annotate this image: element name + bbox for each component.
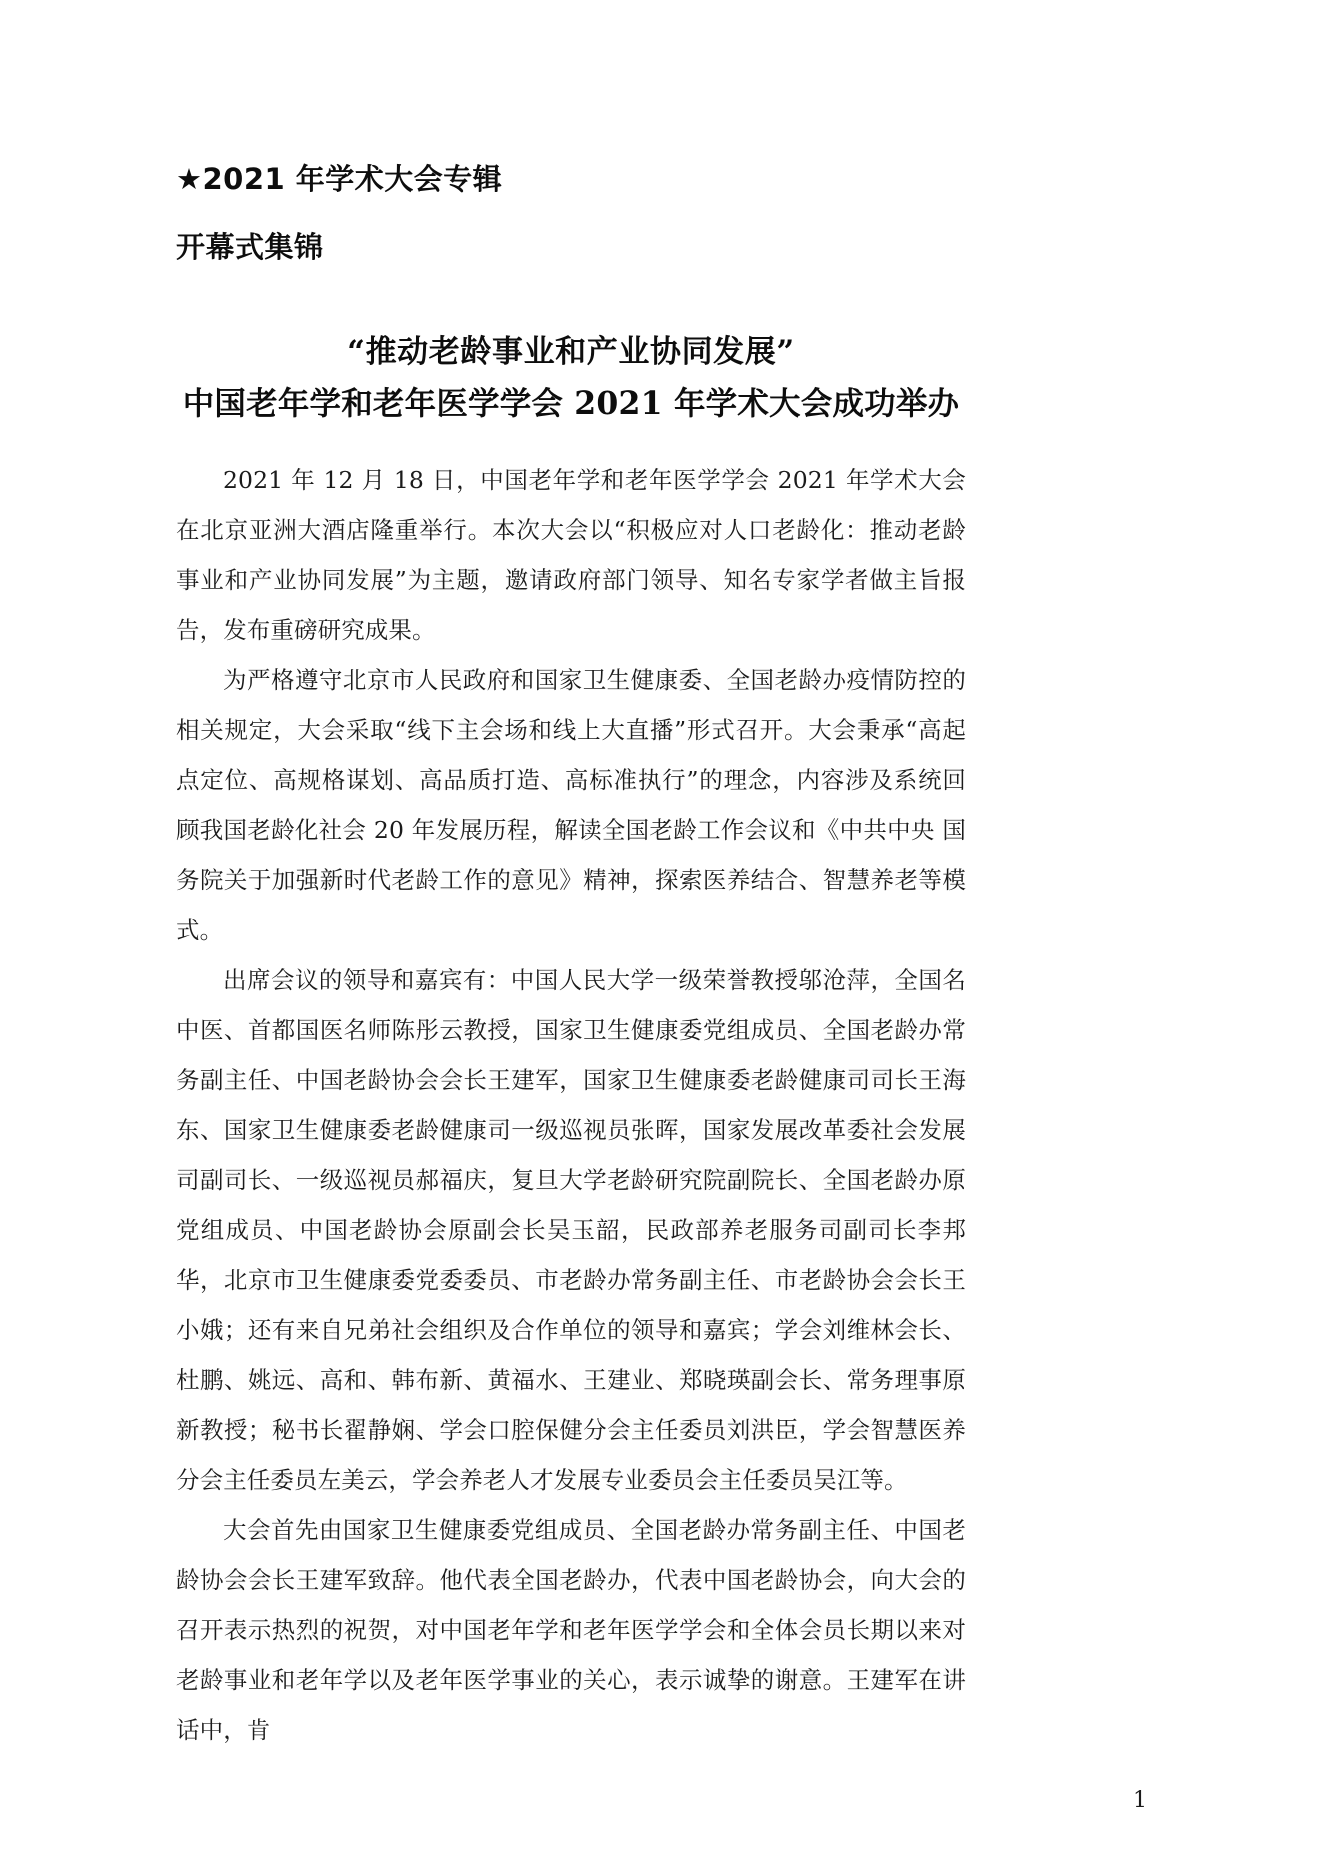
article-title [176, 327, 966, 428]
body-paragraph: 大会首先由国家卫生健康委党组成员、全国老龄办常务副主任、中国老龄协会会长王建军致辞。他代表全国老龄办，代表中国老龄协会，向大会的召开表示热烈的祝贺，对中国老年学和老年医学学会和全体会员长期以来对老龄事业和老年学以及老年医学事业的关心，表示诚挚的谢意。王建军在讲话中，肯 [176, 1515, 966, 1744]
article-title-line-2: 中国老年学和老年医学学会 2021 年学术大会成功举办 [182, 384, 960, 422]
section-kicker-special-issue: ★2021 年学术大会专辑 [176, 162, 503, 196]
page-content [176, 0, 966, 1755]
page-number: 1 [1133, 1788, 1147, 1813]
section-kicker-opening-ceremony: 开幕式集锦 [176, 230, 324, 265]
article-title-line-1: “推动老龄事业和产业协同发展” [347, 334, 795, 371]
body-paragraph: 出席会议的领导和嘉宾有：中国人民大学一级荣誉教授邬沧萍，全国名中医、首都国医名师陈彤云教授，国家卫生健康委党组成员、全国老龄办常务副主任、中国老龄协会会长王建军，国家卫生健康委老龄健康司司长王海东、国家卫生健康委老龄健康司一级巡视员张晖，国家发展改革委社会发展司副司长、一级巡视员郝福庆，复旦大学老龄研究院副院长、全国老龄办原党组成员、中国老龄协会原副会长吴玉韶，民政部养老服务司副司长李邦华，北京市卫生健康委党委委员、市老龄办常务副主任、市老龄协会会长王小娥；还有来自兄弟社会组织及合作单位的领导和嘉宾；学会刘维林会长、杜鹏、姚远、高和、韩布新、黄福水、王建业、郑晓瑛副会长、常务理事原新教授；秘书长翟静娴、学会口腔保健分会主任委员刘洪臣，学会智慧医养分会主任委员左美云，学会养老人才发展专业委员会主任委员吴江等。 [176, 965, 966, 1494]
body-paragraph: 为严格遵守北京市人民政府和国家卫生健康委、全国老龄办疫情防控的相关规定，大会采取“线下主会场和线上大直播”形式召开。大会秉承“高起点定位、高规格谋划、高品质打造、高标准执行”的理念，内容涉及系统回顾我国老龄化社会 20 年发展历程，解读全国老龄工作会议和《中共中央 国务院关于加强新时代老龄工作的意见》精神，探索医养结合、智慧养老等模式。 [176, 665, 966, 944]
body-paragraph: 2021 年 12 月 18 日，中国老年学和老年医学学会 2021 年学术大会在北京亚洲大酒店隆重举行。本次大会以“积极应对人口老龄化：推动老龄事业和产业协同发展”为主题，邀请政府部门领导、知名专家学者做主旨报告，发布重磅研究成果。 [176, 465, 966, 644]
article-body [176, 455, 966, 1755]
